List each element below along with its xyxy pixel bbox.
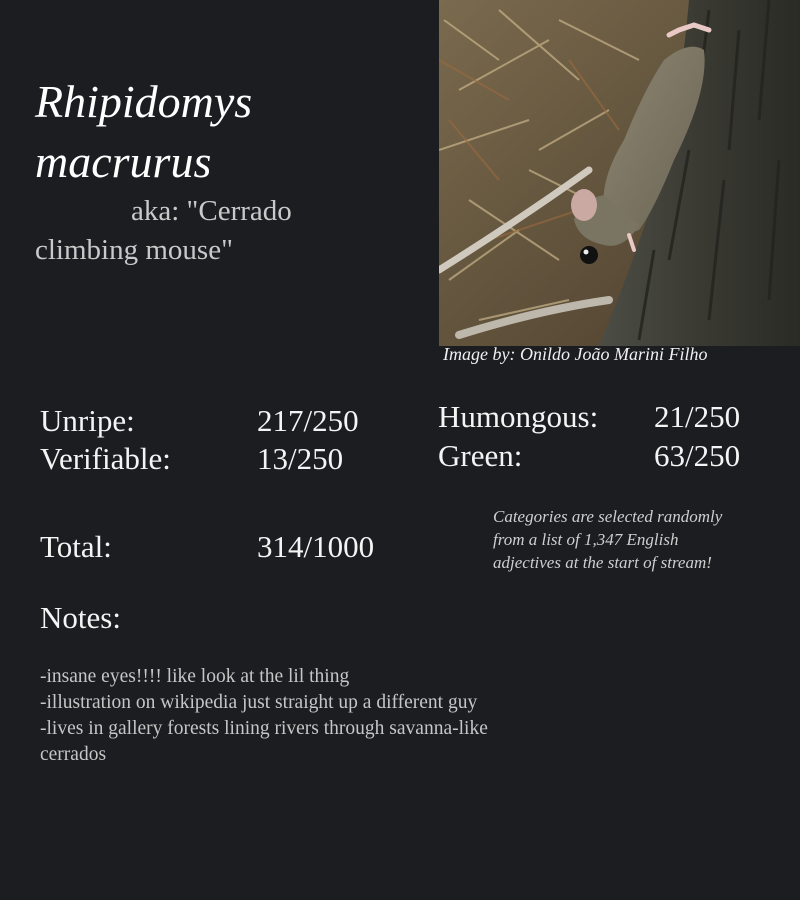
stat-label-verifiable: Verifiable: [40, 441, 171, 476]
total-value: 314/1000 [257, 529, 375, 564]
species-common-name: aka: "Cerrado climbing mouse" [35, 195, 292, 266]
note-item: -lives in gallery forests lining rivers through savanna-like cerrados [40, 718, 488, 765]
notes-heading: Notes: [40, 600, 121, 635]
categories-note: Categories are selected randomly from a list of 1,347 English adjectives at the start of stream! [493, 507, 723, 572]
stat-label-humongous: Humongous: [438, 399, 599, 434]
stat-value-humongous: 21/250 [654, 399, 741, 434]
species-name: Rhipidomys macrurus [35, 76, 253, 187]
stat-value-verifiable: 13/250 [257, 441, 344, 476]
total-label: Total: [40, 529, 112, 564]
stat-label-green: Green: [438, 438, 523, 473]
species-photo [439, 0, 800, 346]
stat-value-green: 63/250 [654, 438, 741, 473]
notes-list [40, 664, 520, 768]
image-credit: Image by: Onildo João Marini Filho [443, 344, 708, 364]
stat-value-unripe: 217/250 [257, 403, 359, 438]
note-item: -illustration on wikipedia just straight up a different guy [40, 692, 478, 713]
stat-label-unripe: Unripe: [40, 403, 135, 438]
note-item: -insane eyes!!!! like look at the lil thing [40, 666, 350, 687]
